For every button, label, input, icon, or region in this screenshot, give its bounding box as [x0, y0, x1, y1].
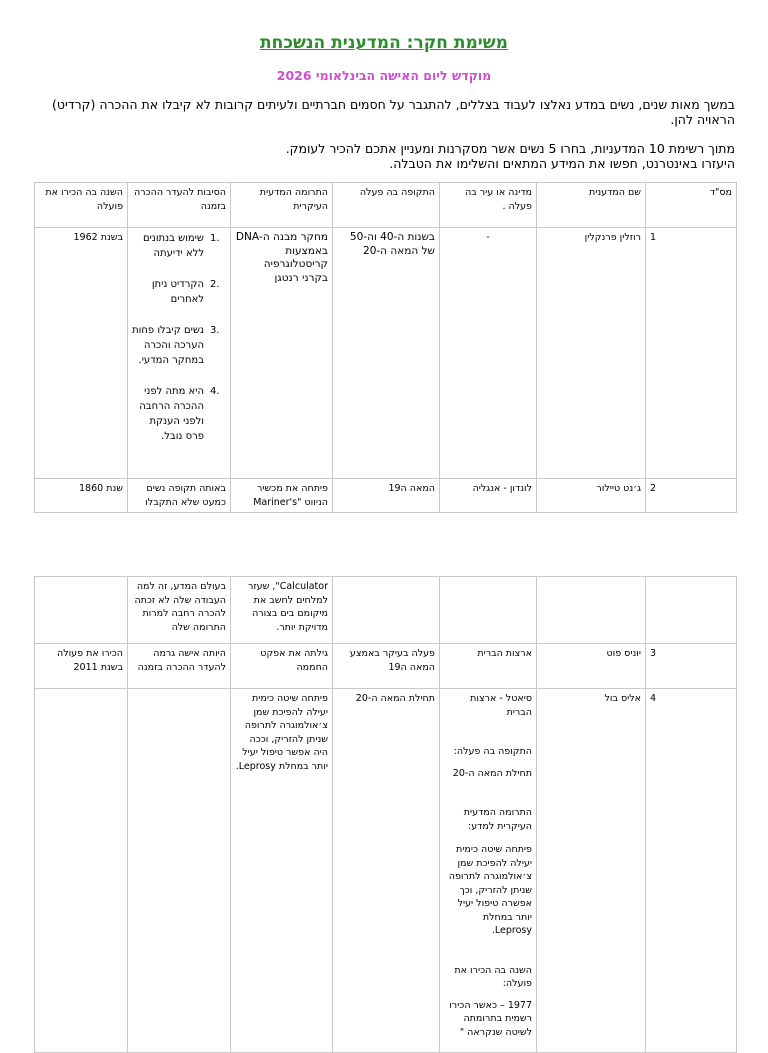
cell-period	[333, 577, 440, 644]
period-label: התקופה בה פעלה:	[453, 746, 532, 757]
contribution-value: פיתחה שיטה כימית יעילה להפיכת שמן צ׳אולמוגרה לתרופה שניתן להזריק, וכך אפשרה טיפול יעיל יותר במחלת Leprosy.	[448, 844, 532, 936]
header-country: מדינה או עיר בה פעלה .	[440, 183, 537, 228]
cell-period: פעלה בעיקר באמצע המאה ה19	[333, 644, 440, 689]
cell-contribution: פיתחה את מכשיר הניווט "Mariner's	[231, 479, 333, 513]
cell-num	[646, 577, 737, 644]
cell-country: -	[440, 228, 537, 479]
cell-year: הכירו את פעולה בשנת 2011	[35, 644, 128, 689]
cell-year: בשנת 1962	[35, 228, 128, 479]
intro-line: הראויה להן.	[670, 112, 735, 127]
cell-period: תחילת המאה ה-20	[333, 689, 440, 1053]
year-value: 1977 – כאשר הכירו רשמית בתרומתה לשיטה שנקראה "	[449, 999, 532, 1038]
task-line: היעזרו באינטרנט, חפשו את המידע המתאים והשלימו את הטבלה.	[389, 156, 735, 171]
cell-name: רוזלין פרנקלין	[537, 228, 646, 479]
cell-reasons: באותה תקופה נשים כמעט שלא התקבלו	[128, 479, 231, 513]
table-row	[35, 577, 737, 644]
cell-country	[440, 577, 537, 644]
table-row	[35, 644, 737, 689]
scientists-table	[34, 182, 737, 513]
contribution-label: התרומה המדעית העיקרית למדע:	[463, 807, 532, 832]
cell-reasons	[128, 689, 231, 1053]
cell-reasons: היותה אישה גרמה להעדר ההכרה בזמנה	[128, 644, 231, 689]
cell-period: בשנות ה-40 וה-50 של המאה ה-20	[333, 228, 440, 479]
cell-contribution: פיתחה שיטה כימית יעילה להפיכת שמן צ׳אולמוגרה לתרופה שניתן להזריק, וככה היה אפשר טיפול יעיל יותר במחלת Leprosy.	[231, 689, 333, 1053]
cell-name: אליס בול	[537, 689, 646, 1053]
country-text: סיאטל - ארצות הברית	[470, 693, 532, 718]
cell-year	[35, 689, 128, 1053]
cell-name	[537, 577, 646, 644]
cell-contribution: גילתה את אפקט החממה	[231, 644, 333, 689]
header-contribution: התרומה המדעית העיקרית	[231, 183, 333, 228]
reasons-list	[132, 231, 226, 444]
page-title: משימת חקר: המדענית הנשכחת	[260, 33, 508, 53]
year-label: השנה בה הכירו את פועלה:	[454, 964, 532, 989]
cell-year: שנת 1860	[35, 479, 128, 513]
task-line: מתוך רשימת 10 המדעניות, בחרו 5 נשים אשר מסקרנות ומעניין אתכם להכיר לעומק.	[285, 141, 735, 156]
list-item: הקרדיט ניתן לאחרים	[151, 279, 204, 305]
intro-line: במשך מאות שנים, נשים במדע נאלצו לעבוד בצללים, להתגבר על חסמים חברתיים ולעיתים קרובות לא קיבלו את ההכרה (קרדיט)	[52, 97, 735, 112]
cell-num: 1	[646, 228, 737, 479]
cell-num: 4	[646, 689, 737, 1053]
cell-contribution: מחקר מבנה ה-DNA באמצעות קריסטלוגרפיה בקרני רנטגן	[231, 228, 333, 479]
cell-name: ג׳נט טיילור	[537, 479, 646, 513]
intro-paragraph	[50, 97, 735, 127]
scientists-table-continued	[34, 576, 737, 1053]
cell-country	[440, 689, 537, 1053]
header-year: השנה בה הכירו את פועלה	[35, 183, 128, 228]
table-row	[35, 228, 737, 479]
page-subtitle: מוקדש ליום האישה הבינלאומי 2026	[276, 68, 492, 83]
table-row	[35, 689, 737, 1053]
list-item: היא מתה לפני ההכרה הרחבה ולפני הענקת פרס נובל.	[139, 386, 204, 442]
list-item: נשים קיבלו פחות הערכה והכרה במחקר המדעי.	[132, 325, 204, 366]
cell-contribution: Calculator", שעזר למלחים לחשב את מיקומם בים בצורה מדויקת יותר.	[231, 577, 333, 644]
cell-period: המאה ה19	[333, 479, 440, 513]
cell-num: 2	[646, 479, 737, 513]
header-name: שם המדענית	[537, 183, 646, 228]
list-item: שימוש בנתונים ללא ידיעתה	[142, 233, 204, 259]
table-header-row	[35, 183, 737, 228]
header-num: מס"ד	[646, 183, 737, 228]
task-paragraph	[50, 141, 735, 171]
cell-year	[35, 577, 128, 644]
table-row	[35, 479, 737, 513]
cell-reasons	[128, 228, 231, 479]
cell-name: יוניס פוט	[537, 644, 646, 689]
cell-reasons: בעולם המדע, זה למה העבודה שלה לא זכתה להכרה רחבה למרות התרומה שלה	[128, 577, 231, 644]
cell-country: ארצות הברית	[440, 644, 537, 689]
period-value: תחילת המאה ה-20	[452, 767, 532, 779]
cell-country: לונדון - אנגליה	[440, 479, 537, 513]
header-reasons: הסיבות להעדר ההכרה בזמנה	[128, 183, 231, 228]
header-period: התקופה בה פעלה	[333, 183, 440, 228]
cell-num: 3	[646, 644, 737, 689]
